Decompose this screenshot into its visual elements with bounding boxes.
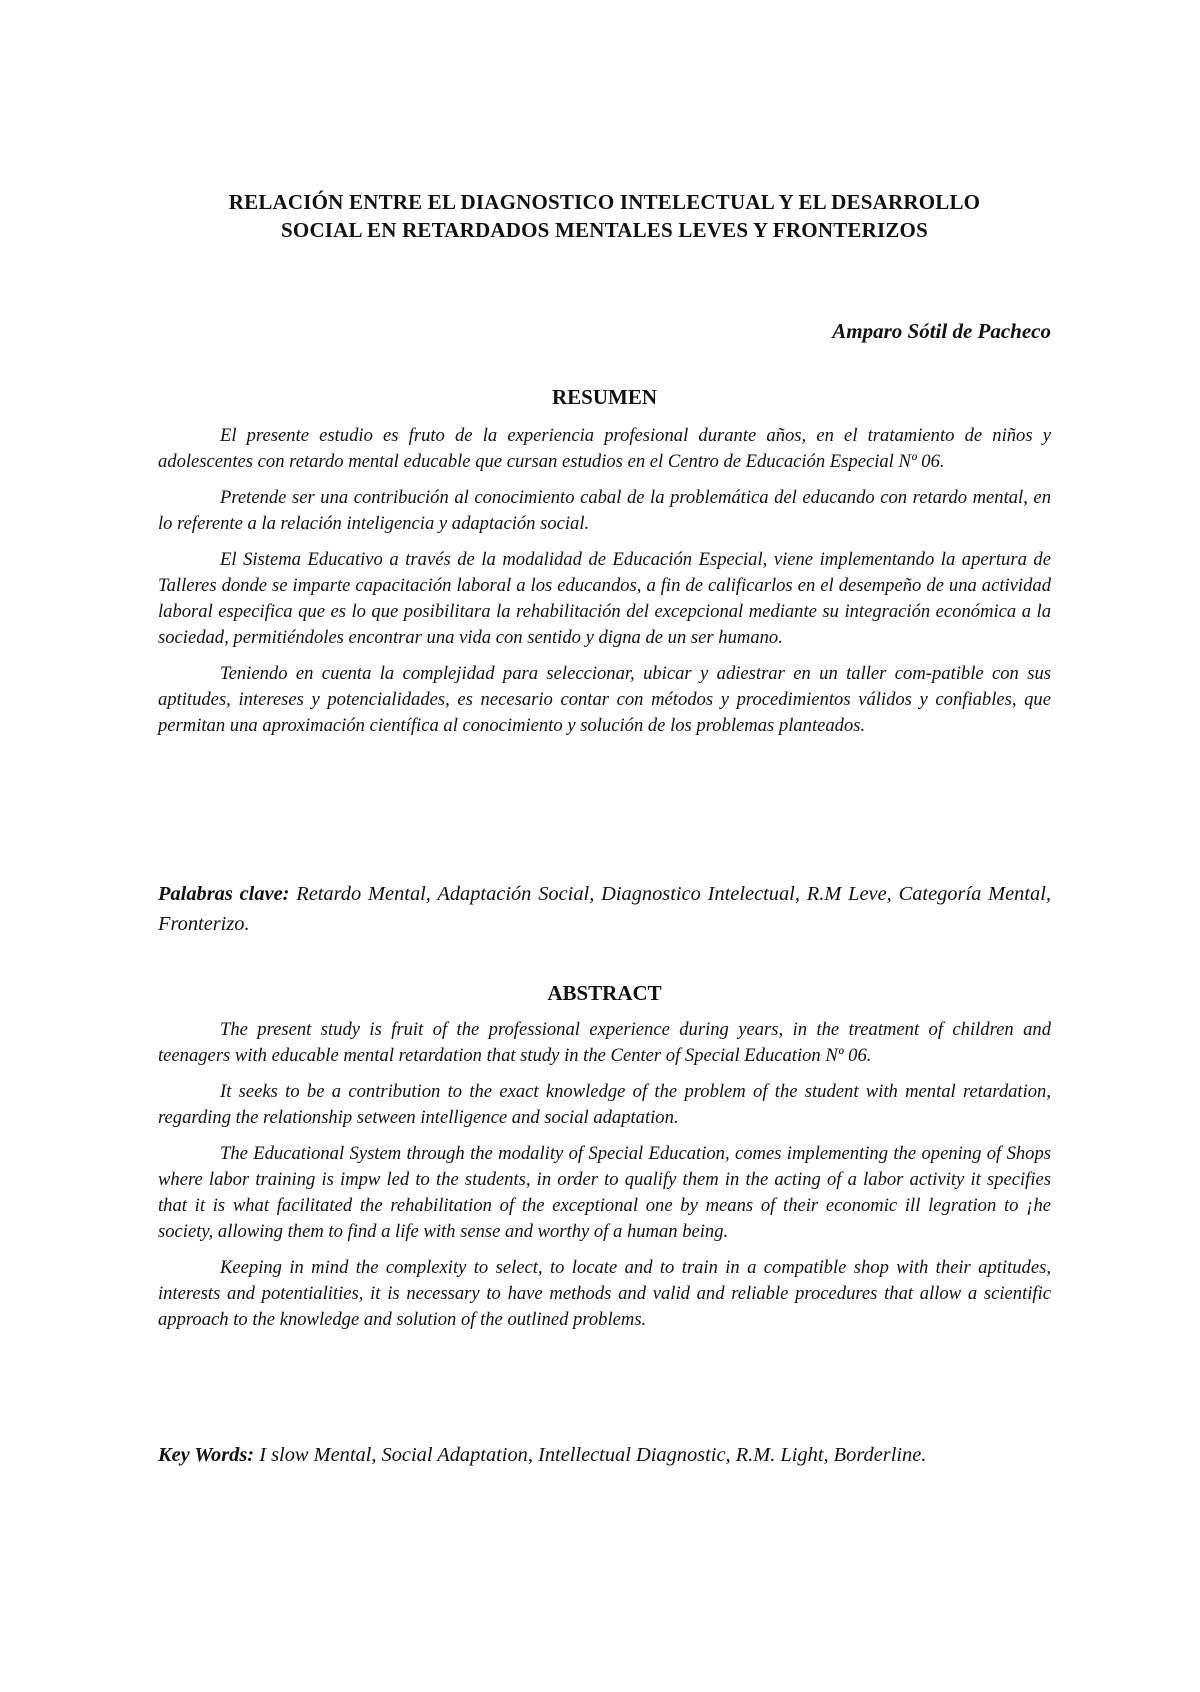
resumen-paragraph-3: El Sistema Educativo a través de la modalidad de Educación Especial, viene implementando la apertura de Talleres donde se imparte capacitación laboral a los educandos, a fin de calificarlos en el desempeño de una actividad laboral especifica que es lo que posibilitara la rehabilitación del excepcional mediante su integración económica a la sociedad, permitiéndoles encontrar una vida con sentido y digna de un ser humano. [158,549,1051,648]
abstract-keywords-text: I slow Mental, Social Adaptation, Intellectual Diagnostic, R.M. Light, Borderline. [254,1444,927,1466]
abstract-keywords-label: Key Words: [158,1444,255,1466]
resumen-paragraph-2: Pretende ser una contribución al conocimiento cabal de la problemática del educando con retardo mental, en lo referente a la relación inteligencia y adaptación social. [158,487,1051,534]
resumen-keywords-text: Retardo Mental, Adaptación Social, Diagnostico Intelectual, R.M Leve, Categoría Mental, Fronterizo. [158,883,1051,935]
resumen-paragraph-1: El presente estudio es fruto de la experiencia profesional durante años, en el tratamiento de niños y adolescentes con retardo mental educable que cursan estudios en el Centro de Educación Especial Nº 06. [158,425,1051,472]
paper-title-line-2: SOCIAL EN RETARDADOS MENTALES LEVES Y FRONTERIZOS [281,218,928,242]
abstract-paragraph-3: The Educational System through the modality of Special Education, comes implementing the opening of Shops where labor training is impw led to the students, in order to qualify them in the acting of a labor activity it specifies that it is what facilitated the rehabilitation of the exceptional one by means of their economic ill legration to ¡he society, allowing them to find a life with sense and worthy of a human being. [158,1143,1051,1242]
abstract-keywords [158,1440,1051,1470]
abstract-body [158,1017,1051,1343]
author-name: Amparo Sótil de Pacheco [832,319,1051,343]
abstract-paragraph-2: It seeks to be a contribution to the exact knowledge of the problem of the student with mental retardation, regarding the relationship setween intelligence and social adaptation. [158,1081,1051,1128]
paper-title [158,188,1051,244]
paper-page [158,0,1051,1692]
abstract-paragraph-1: The present study is fruit of the professional experience during years, in the treatment of children and teenagers with educable mental retardation that study in the Center of Special Education Nº 06. [158,1019,1051,1066]
abstract-heading: ABSTRACT [547,981,662,1005]
abstract-paragraph-4: Keeping in mind the complexity to select, to locate and to train in a compatible shop with their aptitudes, interests and potentialities, it is necessary to have methods and valid and reliable procedures that allow a scientific approach to the knowledge and solution of the outlined problems. [158,1257,1051,1330]
paper-title-line-1: RELACIÓN ENTRE EL DIAGNOSTICO INTELECTUAL Y EL DESARROLLO [228,190,981,214]
resumen-body [158,423,1051,749]
resumen-paragraph-4: Teniendo en cuenta la complejidad para seleccionar, ubicar y adiestrar en un taller com-patible con sus aptitudes, intereses y potencialidades, es necesario contar con métodos y procedimientos válidos y confiables, que permitan una aproximación científica al conocimiento y solución de los problemas planteados. [158,663,1051,736]
resumen-keywords [158,879,1051,939]
resumen-keywords-label: Palabras clave: [158,883,290,905]
resumen-heading: RESUMEN [551,385,657,409]
